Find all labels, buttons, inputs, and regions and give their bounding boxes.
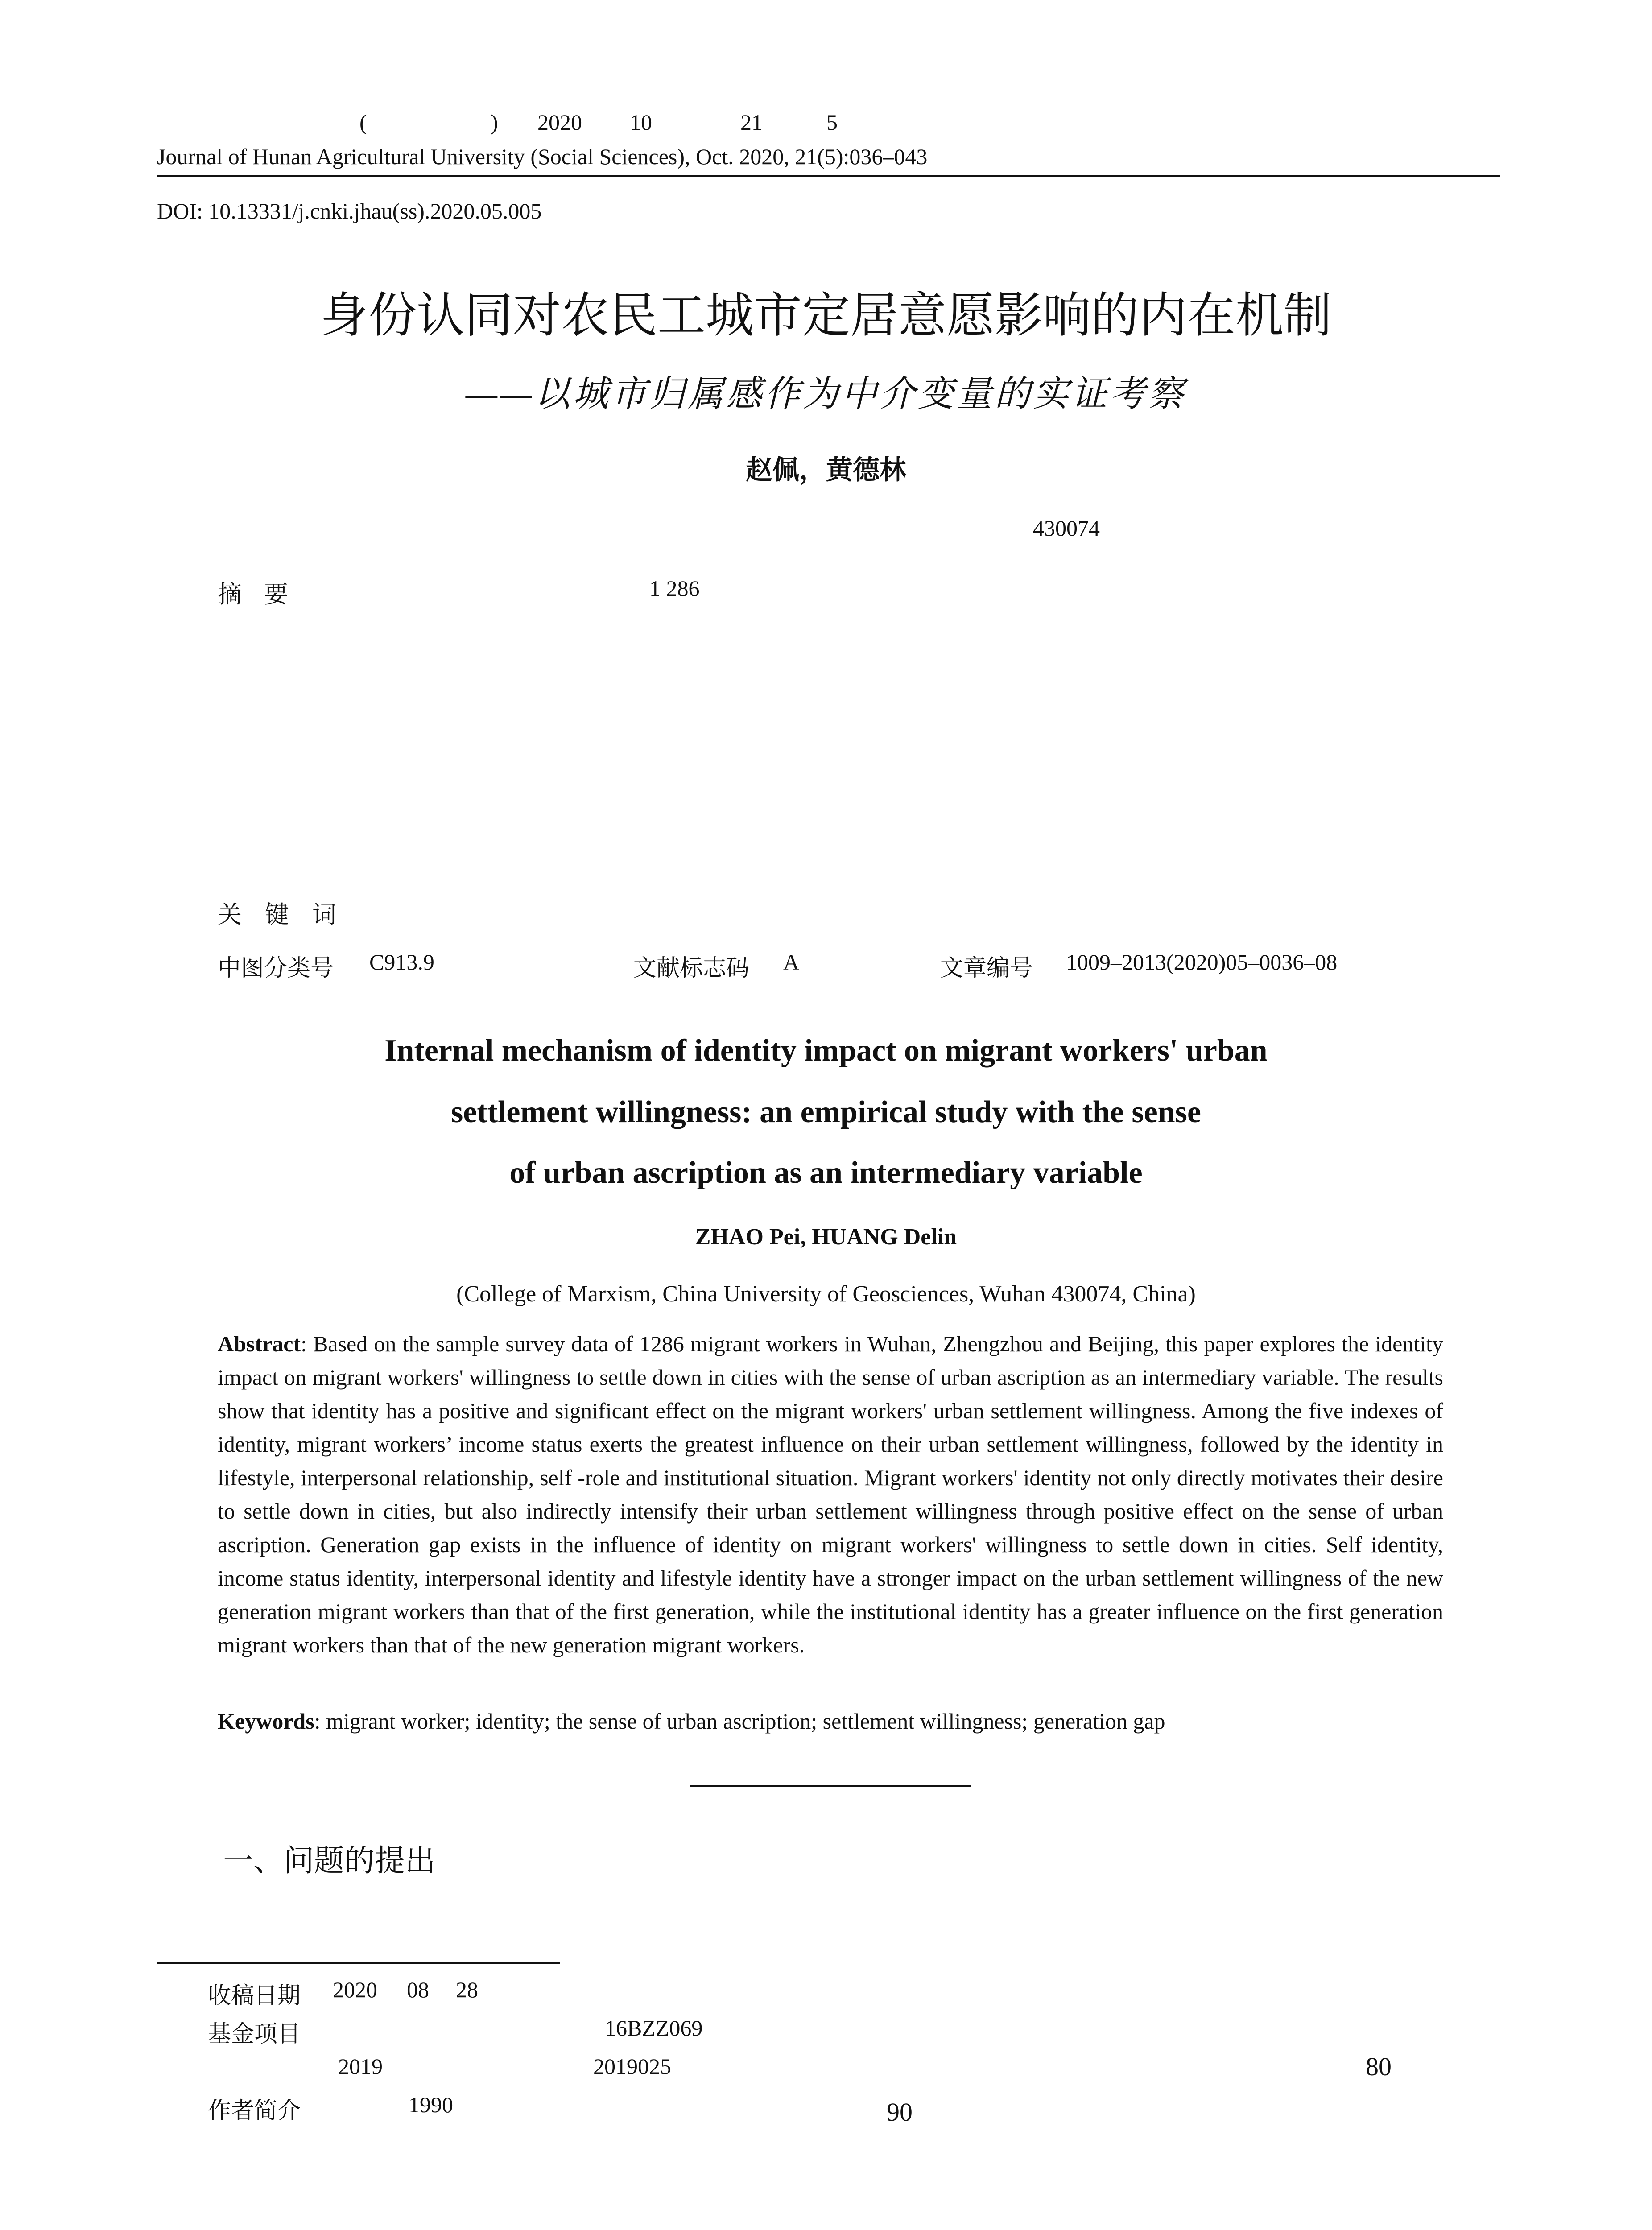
clc-label: 中图分类号	[218, 955, 334, 982]
keywords-cn-label: 关键词	[218, 900, 359, 929]
author-number: 90	[887, 2098, 913, 2127]
received-year: 2020	[333, 1977, 377, 2002]
abstract-en-text: : Based on the sample survey data of 1286 migrant workers in Wuhan, Zhengzhou and Beijing, this paper explores the identity impact on migrant workers' willingness to settle down in cities with the sense of urban ascription as an intermediary variable. The results show that identity has a positive and significant effect on the migrant workers' urban settlement willingness. Among the five indexes of identity, migrant workers’ income status exerts the greatest influence on their urban settlement willingness, followed by the identity in lifestyle, interpersonal relationship, self -role and institutional situation. Migrant workers' identity not only directly motivates their desire to settle down in cities, but also indirectly intensify their urban settlement willingness through positive effect on the sense of urban ascription. Generation gap exists in the influence of identity on migrant workers' willingness to settle down in cities. Self identity, income status identity, interpersonal identity and lifestyle identity have a stronger impact on the urban settlement willingness of the new generation migrant workers than that of the first generation, while the institutional identity has a greater influence on the first generation migrant workers than that of the new generation migrant workers.	[218, 1331, 1443, 1657]
clc-value: C913.9	[369, 950, 434, 975]
affiliation-en: (College of Marxism, China University of Geosciences, Wuhan 430074, China)	[456, 1281, 1196, 1307]
header-paren-close: )	[491, 110, 498, 135]
title-en-line-3: of urban ascription as an intermediary variable	[509, 1156, 1143, 1190]
fund-code: 16BZZ069	[605, 2015, 703, 2040]
section-divider	[690, 1785, 971, 1787]
affiliation-postcode: 430074	[1033, 516, 1100, 541]
doc-code-label: 文献标志码	[633, 955, 750, 982]
title-en-line-2: settlement willingness: an empirical study with the sense	[451, 1095, 1201, 1129]
abstract-cn-sample-size: 1 286	[649, 576, 700, 601]
header-year: 2020	[537, 110, 582, 135]
authors-en: ZHAO Pei, HUANG Delin	[695, 1224, 957, 1250]
doc-code-value: A	[783, 950, 800, 975]
header-issue: 5	[826, 110, 838, 135]
subtitle-cn: ——以城市归属感作为中介变量的实证考察	[465, 375, 1187, 414]
doi: DOI: 10.13331/j.cnki.jhau(ss).2020.05.005	[157, 198, 542, 223]
section-heading: 一、问题的提出	[223, 1843, 436, 1879]
keywords-en-text: : migrant worker; identity; the sense of urban ascription; settlement willingness; generation gap	[314, 1709, 1165, 1734]
received-day: 28	[456, 1977, 478, 2002]
keywords-en	[218, 1705, 1443, 1738]
author-label: 作者简介	[208, 2098, 301, 2124]
received-month: 08	[407, 1977, 429, 2002]
keywords-en-label: Keywords	[218, 1709, 314, 1734]
abstract-en-label: Abstract	[218, 1331, 301, 1356]
header-month: 10	[630, 110, 652, 135]
header-volume: 21	[740, 110, 763, 135]
fund-year: 2019	[338, 2054, 383, 2079]
footnote-rule	[157, 1962, 560, 1964]
authors-cn: 赵佩，黄德林	[746, 454, 906, 486]
header-rule	[157, 175, 1500, 177]
received-label: 收稿日期	[208, 1982, 301, 2009]
header-paren-open: (	[359, 110, 367, 135]
fund-label: 基金项目	[208, 2021, 301, 2048]
article-no-label: 文章编号	[940, 955, 1033, 982]
fund-number: 80	[1366, 2052, 1392, 2081]
abstract-cn-label: 摘要	[218, 580, 310, 608]
author-year: 1990	[409, 2092, 453, 2117]
journal-citation: Journal of Hunan Agricultural University (Social Sciences), Oct. 2020, 21(5):036–043	[157, 144, 928, 169]
title-en-line-1: Internal mechanism of identity impact on migrant workers' urban	[384, 1033, 1268, 1068]
title-cn: 身份认同对农民工城市定居意愿影响的内在机制	[320, 288, 1332, 343]
article-no-value: 1009–2013(2020)05–0036–08	[1066, 950, 1338, 975]
fund-code-2: 2019025	[593, 2054, 671, 2079]
abstract-en	[218, 1327, 1443, 1662]
